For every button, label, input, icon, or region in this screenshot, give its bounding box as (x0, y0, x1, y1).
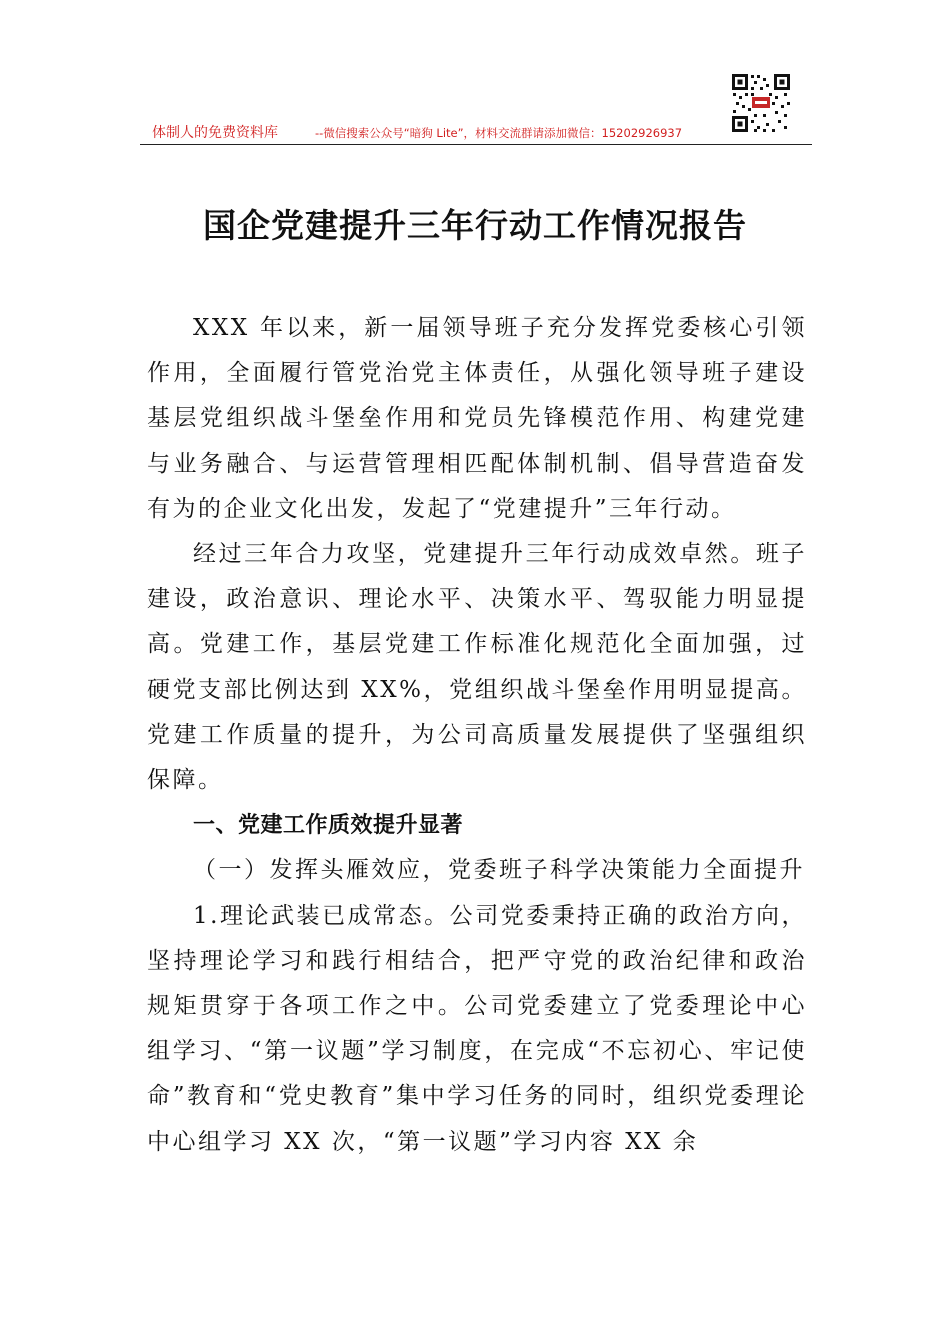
section-heading: 一、党建工作质效提升显著 (193, 813, 464, 839)
paragraph: 经过三年合力攻坚，党建提升三年行动成效卓然。班子建设，政治意识、理论水平、决策水平、驾驭能力明显提高。党建工作，基层党建工作标准化规范化全面加强，过硬党支部比例达到 XX%，党组织战斗堡垒作用明显提高。党建工作质量的提升，为公司高质量发展提供了坚强组织保障。 (147, 541, 807, 794)
document-title: 国企党建提升三年行动工作情况报告 (203, 206, 747, 245)
qr-code-icon (730, 72, 792, 134)
header-divider (140, 144, 812, 145)
header-brand: 体制人的免费资料库 (152, 125, 278, 141)
subsection-heading: （一）发挥头雁效应，党委班子科学决策能力全面提升 (193, 857, 805, 884)
document-body (147, 306, 807, 1165)
paragraph: XXX 年以来，新一届领导班子充分发挥党委核心引领作用，全面履行管党治党主体责任，从强化领导班子建设基层党组织战斗堡垒作用和党员先锋模范作用、构建党建与业务融合、与运营管理相匹配体制机制、倡导营造奋发有为的企业文化出发，发起了“党建提升”三年行动。 (147, 315, 807, 522)
page-header (140, 70, 812, 146)
header-subtitle: --微信搜索公众号“暗狗 Lite”，材料交流群请添加微信：15202926937 (315, 126, 683, 140)
paragraph: 1.理论武装已成常态。公司党委秉持正确的政治方向，坚持理论学习和践行相结合，把严守党的政治纪律和政治规矩贯穿于各项工作之中。公司党委建立了党委理论中心组学习、“第一议题”学习制度，在完成“不忘初心、牢记使命”教育和“党史教育”集中学习任务的同时，组织党委理论中心组学习 XX 次，“第一议题”学习内容 XX 余 (147, 902, 807, 1155)
